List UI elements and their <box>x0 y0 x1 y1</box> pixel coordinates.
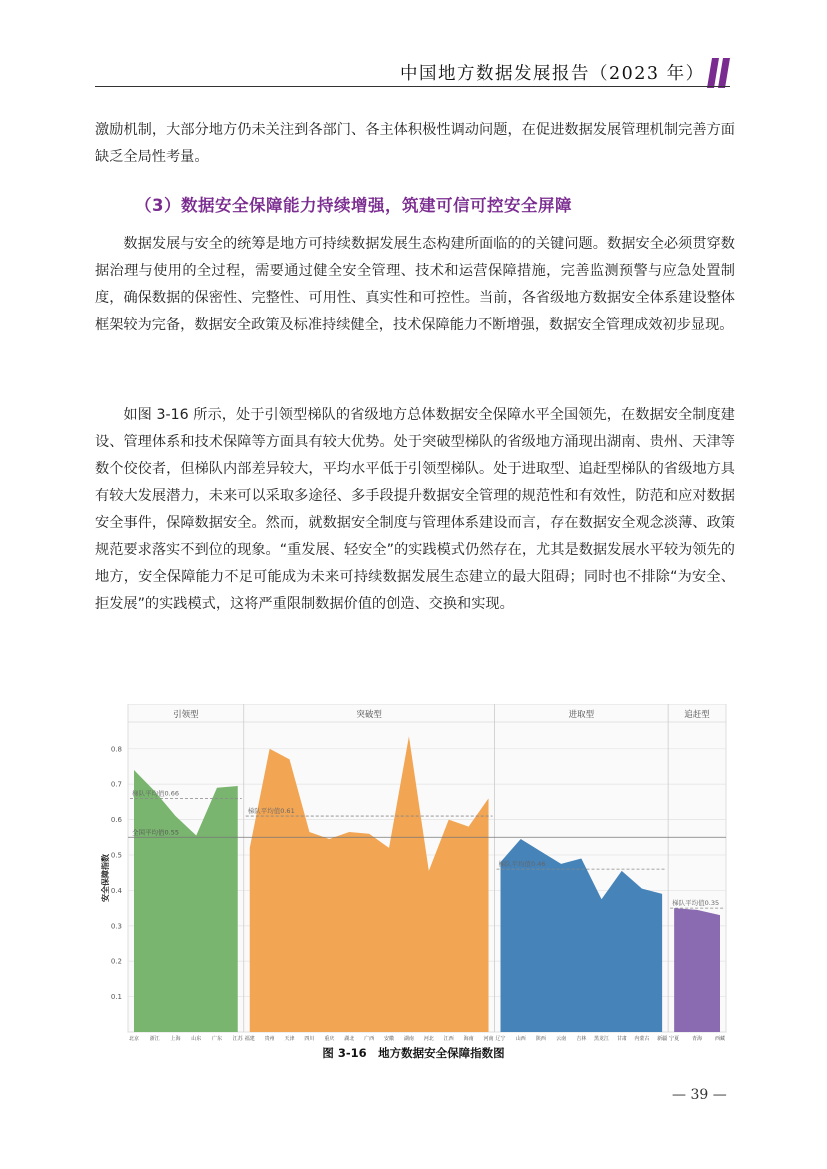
x-tick-label: 内蒙古 <box>634 1036 650 1042</box>
header-rule <box>95 86 730 87</box>
national-avg-label: 全国平均值0.55 <box>132 828 179 837</box>
y-tick-label: 0.5 <box>110 851 122 860</box>
x-tick-label: 黑龙江 <box>594 1036 610 1042</box>
x-tick-label: 陕西 <box>535 1036 546 1042</box>
x-tick-label: 湖北 <box>344 1036 355 1042</box>
x-tick-label: 湖南 <box>403 1036 414 1042</box>
x-tick-label: 广东 <box>211 1036 223 1042</box>
y-tick-label: 0.7 <box>110 780 122 789</box>
panel-title: 突破型 <box>356 710 382 720</box>
x-tick-label: 广西 <box>364 1036 375 1042</box>
x-tick-label: 宁夏 <box>669 1036 680 1042</box>
x-tick-label: 云南 <box>556 1036 567 1042</box>
y-axis-label: 安全保障指数 <box>101 854 110 902</box>
header-stripes-icon <box>706 58 732 88</box>
y-tick-label: 0.1 <box>110 993 122 1002</box>
paragraph-1: 激励机制，大部分地方仍未关注到各部门、各主体积极性调动问题，在促进数据发展管理机制完善方面缺乏全局性考量。 <box>95 122 735 165</box>
x-tick-label: 上海 <box>170 1036 181 1042</box>
x-tick-label: 海南 <box>463 1036 474 1042</box>
page-number: — 39 — <box>672 1087 727 1103</box>
y-tick-label: 0.8 <box>110 745 122 754</box>
x-tick-label: 青海 <box>692 1036 703 1042</box>
y-tick-label: 0.4 <box>110 886 122 895</box>
area-追赶型 <box>674 908 720 1032</box>
x-tick-label: 甘肃 <box>616 1036 627 1042</box>
x-tick-label: 浙江 <box>149 1036 160 1042</box>
x-tick-label: 辽宁 <box>495 1036 506 1042</box>
panel-title: 进取型 <box>568 710 595 720</box>
y-tick-label: 0.3 <box>110 922 122 931</box>
report-title: 中国地方数据发展报告（2023 年） <box>400 64 705 84</box>
x-tick-label: 山东 <box>191 1036 202 1042</box>
group-avg-label: 梯队平均值0.46 <box>498 860 546 869</box>
group-avg-label: 梯队平均值0.35 <box>672 899 720 908</box>
x-tick-label: 北京 <box>128 1036 140 1042</box>
x-tick-label: 重庆 <box>324 1036 335 1042</box>
y-tick-label: 0.2 <box>110 957 122 966</box>
paragraph-2: 数据发展与安全的统筹是地方可持续数据发展生态构建所面临的的关键问题。数据安全必须贯穿数据治理与使用的全过程，需要通过健全安全管理、技术和运营保障措施，完善监测预警与应急处置制度，确保数据的保密性、完整性、可用性、真实性和可控性。当前，各省级地方数据安全体系建设整体框架较为完备，数据安全政策及标准持续健全，技术保障能力不断增强，数据安全管理成效初步显现。 <box>95 236 735 333</box>
paragraph-3: 如图 3-16 所示，处于引领型梯队的省级地方总体数据安全保障水平全国领先，在数据安全制度建设、管理体系和技术保障等方面具有较大优势。处于突破型梯队的省级地方涌现出湖南、贵州、天津等数个佼佼者，但梯队内部差异较大，平均水平低于引领型梯队。处于进取型、追赶型梯队的省级地方具有较大发展潜力，未来可以采取多途径、多手段提升数据安全管理的规范性和有效性，防范和应对数据安全事件，保障数据安全。然而，就数据安全制度与管理体系建设而言，存在数据安全观念淡薄、政策规范要求落实不到位的现象。“重发展、轻安全”的实践模式仍然存在，尤其是数据发展水平较为领先的地方，安全保障能力不足可能成为未来可持续数据发展生态建立的最大阻碍；同时也不排除“为安全、拒发展”的实践模式，这将严重限制数据价值的创造、交换和实现。 <box>95 407 735 612</box>
x-tick-label: 江西 <box>443 1036 454 1042</box>
x-tick-label: 安徽 <box>384 1036 395 1042</box>
x-tick-label: 新疆 <box>657 1036 668 1042</box>
chart-container <box>98 704 728 1044</box>
x-tick-label: 天津 <box>284 1036 295 1042</box>
panel-title: 追赶型 <box>684 710 710 720</box>
section-title: （3）数据安全保障能力持续增强，筑建可信可控安全屏障 <box>135 196 572 215</box>
y-tick-label: 0.6 <box>110 816 122 825</box>
figure-caption: 图 3-16 地方数据安全保障指数图 <box>322 1046 505 1060</box>
security-index-chart <box>98 704 728 1044</box>
x-tick-label: 福建 <box>244 1036 255 1042</box>
x-tick-label: 贵州 <box>264 1036 275 1042</box>
x-tick-label: 江苏 <box>232 1036 243 1042</box>
group-avg-label: 梯队平均值0.66 <box>132 789 179 798</box>
group-avg-label: 梯队平均值0.61 <box>247 807 295 816</box>
x-tick-label: 河北 <box>423 1036 434 1042</box>
x-tick-label: 四川 <box>304 1036 315 1042</box>
x-tick-label: 河南 <box>483 1036 494 1042</box>
x-tick-label: 吉林 <box>576 1036 587 1042</box>
x-tick-label: 西藏 <box>714 1036 726 1042</box>
x-tick-label: 山西 <box>515 1036 526 1042</box>
panel-title: 引领型 <box>173 710 199 720</box>
